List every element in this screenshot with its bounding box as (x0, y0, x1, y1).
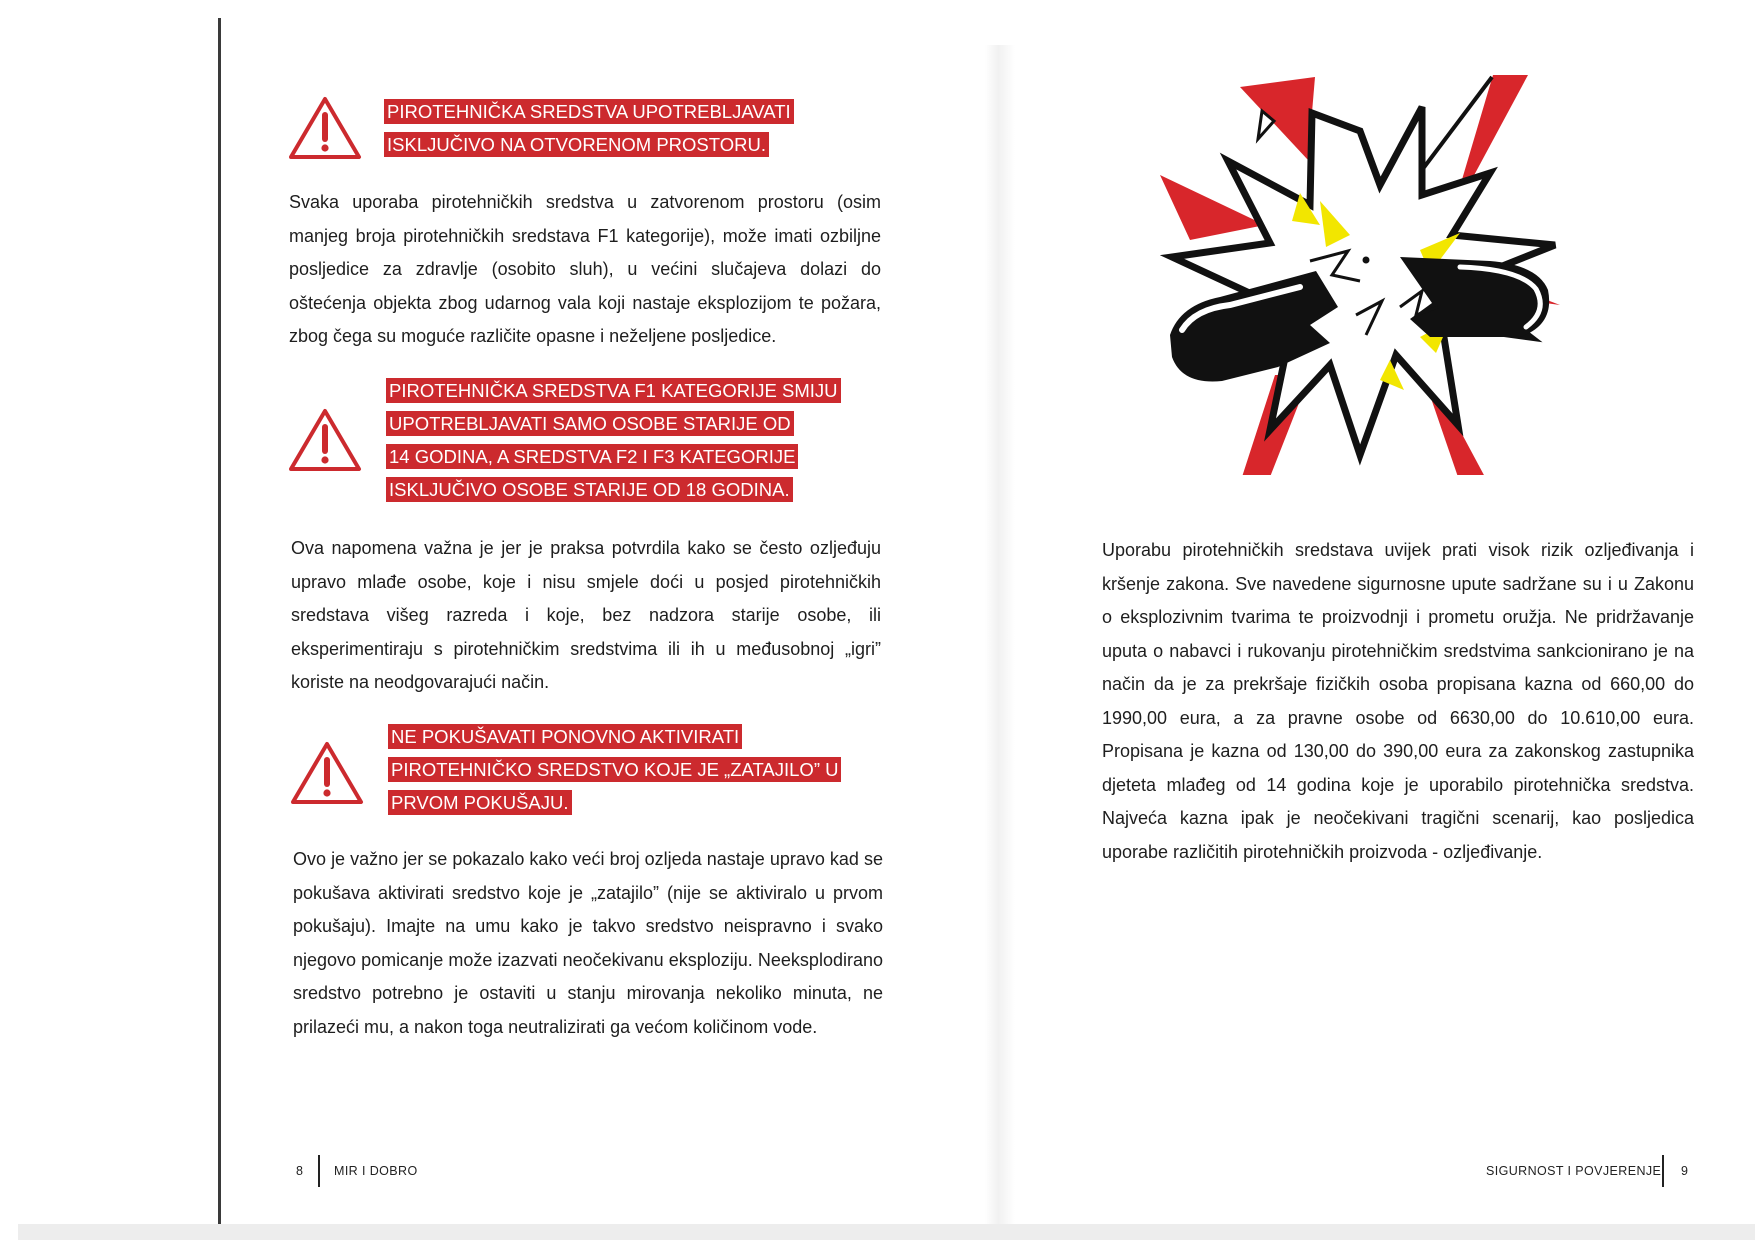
warning-title-3-line-3: PRVOM POKUŠAJU. (388, 790, 572, 815)
warning-title-3-line-2: PIROTEHNIČKO SREDSTVO KOJE JE „ZATAJILO” U (388, 757, 841, 782)
footer-title-left: MIR I DOBRO (334, 1164, 418, 1178)
warning-body-1: Svaka uporaba pirotehničkih sredstva u zatvorenom prostoru (osim manjeg broja pirotehničkih sredstava F1 kategorije), može imati ozbiljne posljedice za zdravlje (osobito sluh), u većini slučajeva dolazi do oštećenja objekta zbog udarnog vala koji nastaje eksplozijom te požara, zbog čega su moguće različite opasne i neželjene posljedice. (289, 192, 881, 346)
warning-triangle-icon (288, 95, 362, 161)
warning-title-2-line-4: ISKLJUČIVO OSOBE STARIJE OD 18 GODINA. (386, 477, 793, 502)
firecracker-explosion-illustration (1160, 75, 1560, 475)
warning-title-1-line-1: PIROTEHNIČKA SREDSTVA UPOTREBLJAVATI (384, 99, 794, 124)
right-page-paragraph: Uporabu pirotehničkih sredstava uvijek prati visok rizik ozljeđivanja i kršenje zakona. Sve navedene sigurnosne upute sadržane su i u Zakonu o eksplozivnim tvarima te proizvodnji i prometu oružja. Ne pridržavanje uputa o nabavci i rukovanju pirotehničkim sredstvima sankcionirano je na način da je za prekršaje fizičkih osoba propisana kazna od 660,00 do 1990,00 eura, a za pravne osobe od 6630,00 do 10.610,00 eura. Propisana je kazna od 130,00 do 390,00 eura za zakonskog zastupnika djeteta mlađeg od 14 godina koje je uporabilo pirotehnička sredstva. Najveća kazna ipak je neočekivani tragični scenarij, kao posljedica uporabe različitih pirotehničkih proizvoda - ozljeđivanje. (1102, 540, 1694, 862)
warning-triangle-icon (290, 740, 364, 806)
page-number-right: 9 (1681, 1164, 1689, 1178)
warning-title-3-line-1: NE POKUŠAVATI PONOVNO AKTIVIRATI (388, 724, 742, 749)
footer-divider-left (318, 1155, 320, 1187)
warning-title-3 (388, 720, 841, 819)
warning-title-2-line-2: UPOTREBLJAVATI SAMO OSOBE STARIJE OD (386, 411, 794, 436)
warning-body-2: Ova napomena važna je jer je praksa potvrdila kako se često ozljeđuju upravo mlađe osobe, koje i nisu smjele doći u posjed pirotehničkih sredstava višeg razreda i koje, bez nadzora starije osobe, ili eksperimentiraju s pirotehničkim sredstvima ili ih u međusobnoj „igri” koriste na neodgovarajući način. (291, 538, 881, 692)
warning-triangle-icon (288, 407, 362, 473)
scan-edge-left (218, 18, 221, 1230)
warning-title-2-line-1: PIROTEHNIČKA SREDSTVA F1 KATEGORIJE SMIJU (386, 378, 841, 403)
warning-body-3: Ovo je važno jer se pokazalo kako veći broj ozljeda nastaje upravo kad se pokušava aktivirati sredstvo koje je „zatajilo” (nije se aktiviralo u prvom pokušaju). Imajte na umu kako je takvo sredstvo neispravno i svako njegovo pomicanje može izazvati neočekivanu eksploziju. Neeksplodirano sredstvo potrebno je ostaviti u stanju mirovanja nekoliko minuta, ne prilazeći mu, a nakon toga neutralizirati ga većom količinom vode. (293, 849, 883, 1037)
page-number-left: 8 (296, 1164, 304, 1178)
warning-title-1-line-2: ISKLJUČIVO NA OTVORENOM PROSTORU. (384, 132, 769, 157)
warning-title-1 (384, 95, 794, 161)
warning-title-2 (386, 374, 841, 506)
page-fold (985, 45, 1015, 1225)
scan-bottom-edge (18, 1224, 1755, 1240)
warning-title-2-line-3: 14 GODINA, A SREDSTVA F2 I F3 KATEGORIJE (386, 444, 798, 469)
footer-divider-right (1662, 1155, 1664, 1187)
footer-title-right: SIGURNOST I POVJERENJE (1486, 1164, 1662, 1178)
